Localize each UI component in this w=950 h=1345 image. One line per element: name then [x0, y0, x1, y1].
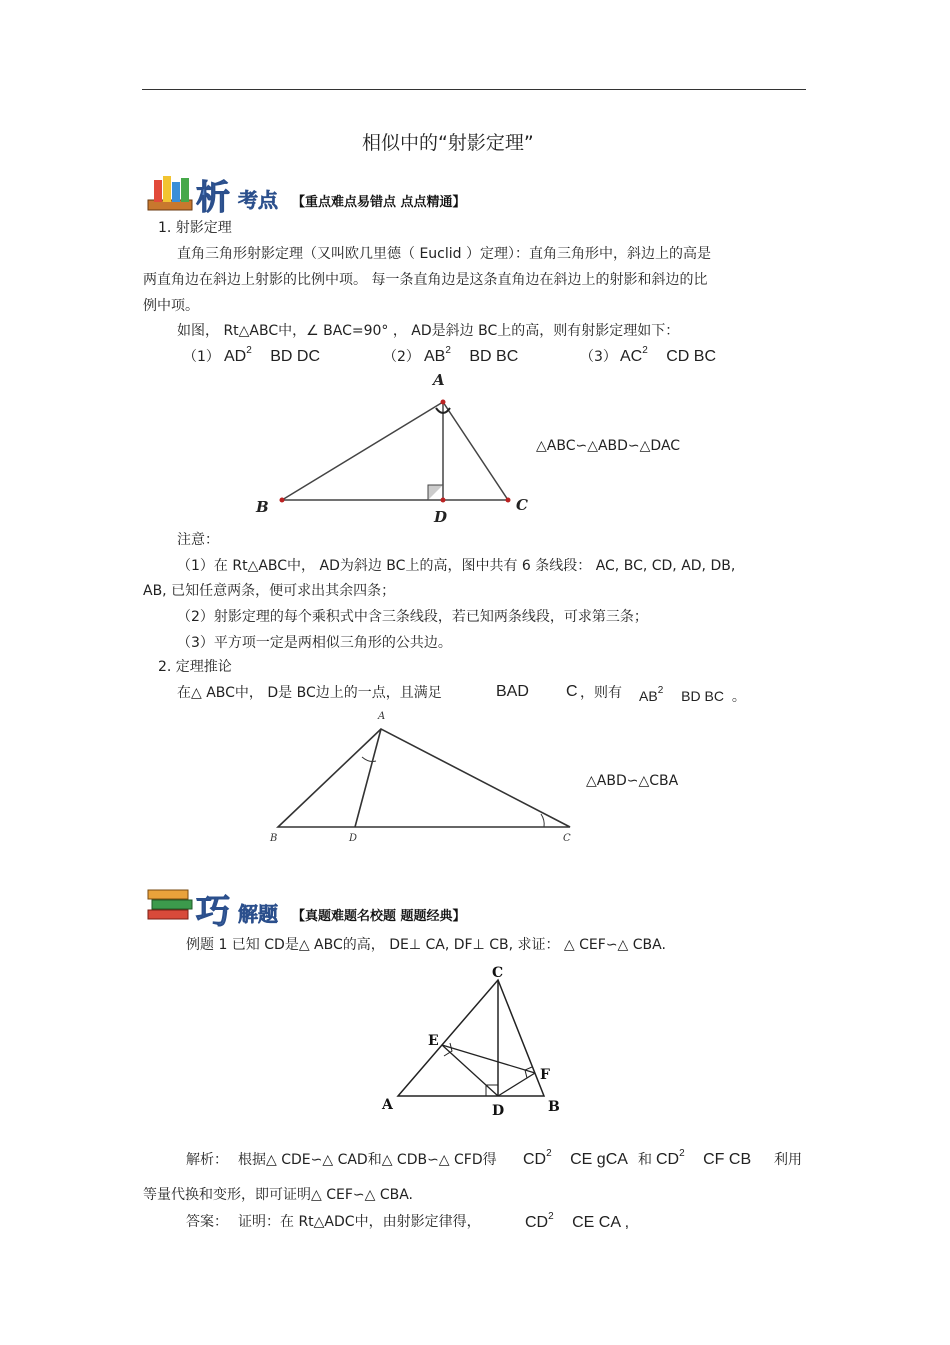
paragraph-line: 例中项。: [143, 298, 199, 314]
banner-sub-text: 【重点难点易错点 点点精通】: [292, 195, 466, 210]
formula-3: [620, 345, 717, 366]
exponent: 2: [657, 685, 664, 696]
triangle-abc: [398, 980, 544, 1096]
formula-lhs: CD: [656, 1151, 680, 1168]
analysis-label: 解析：: [186, 1152, 228, 1168]
example-question: 例题 1 已知 CD是△ ABC的高， DE⊥ CA, DF⊥ CB, 求证： △ CEF∽△ CBA.: [186, 937, 666, 953]
section-banner-solve: [146, 886, 506, 930]
banner-big-char: 巧: [196, 892, 230, 932]
formula-2: [424, 345, 519, 366]
exponent: 2: [642, 345, 648, 356]
formula-lhs: CD: [525, 1214, 549, 1231]
period: 。: [731, 688, 746, 704]
point-b: [280, 498, 285, 503]
section1-heading: 1. 射影定理: [158, 220, 232, 236]
exponent: 2: [246, 345, 252, 356]
analysis-formula-2: [656, 1148, 752, 1169]
point-d: [441, 498, 446, 503]
exponent: 2: [679, 1148, 685, 1159]
triangle-abc: [282, 402, 508, 500]
angle-mark-c: [541, 814, 544, 827]
label-c: C: [563, 833, 571, 844]
label-d: D: [492, 1103, 505, 1119]
formula-3-label: （3）: [580, 349, 617, 365]
formula-1: [224, 345, 321, 366]
segment-ef: [442, 1045, 535, 1073]
formula-1-label: （1）: [183, 349, 220, 365]
formula-lhs: AB: [639, 688, 658, 704]
label-a: A: [433, 371, 445, 389]
label-b: B: [256, 498, 269, 516]
banner-sub-text: 【真题难题名校题 题题经典】: [292, 909, 466, 924]
label-b: B: [548, 1099, 560, 1115]
label-c: C: [492, 965, 504, 981]
banner-mid-text: 考点: [238, 188, 278, 212]
segment-df: [498, 1073, 535, 1096]
corollary-formula: [639, 686, 746, 706]
corollary-text: 在△ ABC中， D是 BC边上的一点，且满足: [177, 685, 442, 701]
similarity-1: △ABC∽△ABD∽△DAC: [536, 438, 681, 454]
figure-corollary-triangle: [265, 705, 575, 845]
section-banner-analysis: [146, 172, 506, 216]
formula-rhs: CE CA ,: [572, 1214, 630, 1231]
similarity-2: △ABD∽△CBA: [586, 773, 679, 789]
label-a: A: [378, 711, 386, 722]
formula-lhs: AB: [424, 348, 446, 365]
label-a: A: [382, 1097, 393, 1113]
exponent: 2: [548, 1211, 554, 1222]
answer-formula: [525, 1211, 630, 1232]
segment-de: [442, 1045, 498, 1096]
label-d: D: [434, 508, 448, 526]
formula-2-label: （2）: [383, 349, 420, 365]
figure-example-triangle: [380, 965, 580, 1125]
formula-rhs: BD BC: [681, 688, 724, 704]
analysis-text-2: 等量代换和变形，即可证明△ CEF∽△ CBA.: [143, 1187, 413, 1203]
note-line: （3）平方项一定是两相似三角形的公共边。: [177, 635, 452, 651]
angle-c: C: [566, 683, 578, 700]
analysis-and: 和: [638, 1152, 652, 1168]
corollary-then: ，则有: [580, 685, 622, 701]
banner-big-char: 析: [196, 178, 230, 218]
label-f: F: [540, 1067, 550, 1083]
analysis-text: 根据△ CDE∽△ CAD和△ CDB∽△ CFD得: [238, 1152, 497, 1168]
figure-right-triangle: [250, 370, 550, 526]
formula-rhs: CD BC: [666, 348, 717, 365]
paragraph-line: 如图， Rt△ABC中，∠ BAC=90° ， AD是斜边 BC上的高，则有射影定理如下：: [177, 323, 680, 339]
label-e: E: [428, 1033, 439, 1049]
point-c: [506, 498, 511, 503]
analysis-use: 利用: [774, 1152, 802, 1168]
right-angle-mark: [428, 485, 443, 500]
note-heading: 注意：: [177, 532, 219, 548]
paragraph-line: 直角三角形射影定理（又叫欧几里德（ Euclid ）定理）：直角三角形中，斜边上的高是: [177, 246, 711, 262]
formula-lhs: AC: [620, 348, 643, 365]
note-line: （1）在 Rt△ABC中， AD为斜边 BC上的高，图中共有 6 条线段： AC, BC, CD, AD, DB,: [177, 558, 736, 574]
books-icon: [146, 886, 194, 928]
exponent: 2: [445, 345, 451, 356]
label-d: D: [349, 833, 358, 844]
triangle-abc: [278, 729, 570, 827]
formula-rhs: CE gCA: [570, 1151, 628, 1168]
formula-rhs: BD DC: [270, 348, 321, 365]
book-icon: [146, 172, 194, 214]
formula-lhs: AD: [224, 348, 247, 365]
section2-heading: 2. 定理推论: [158, 659, 232, 675]
note-line: （2）射影定理的每个乘积式中含三条线段，若已知两条线段，可求第三条；: [177, 609, 648, 625]
answer-text: 证明：在 Rt△ADC中，由射影定律得，: [238, 1214, 481, 1230]
banner-mid-text: 解题: [238, 902, 278, 926]
note-line: AB, 已知任意两条，便可求出其余四条；: [143, 583, 396, 599]
analysis-formula-1: [523, 1148, 628, 1169]
formula-lhs: CD: [523, 1151, 547, 1168]
right-angle-mark-e: [444, 1043, 452, 1056]
angle-bad: BAD: [496, 683, 529, 700]
segment-ad: [355, 729, 381, 827]
answer-label: 答案：: [186, 1214, 228, 1230]
point-a: [441, 400, 446, 405]
formula-rhs: BD BC: [469, 348, 519, 365]
exponent: 2: [546, 1148, 552, 1159]
paragraph-line: 两直角边在斜边上射影的比例中项。 每一条直角边是这条直角边在斜边上的射影和斜边的比: [143, 272, 708, 288]
page-title: 相似中的“射影定理”: [362, 132, 534, 154]
formula-rhs: CF CB: [703, 1151, 752, 1168]
label-b: B: [270, 833, 278, 844]
label-c: C: [516, 496, 528, 514]
header-rule: [142, 89, 806, 90]
